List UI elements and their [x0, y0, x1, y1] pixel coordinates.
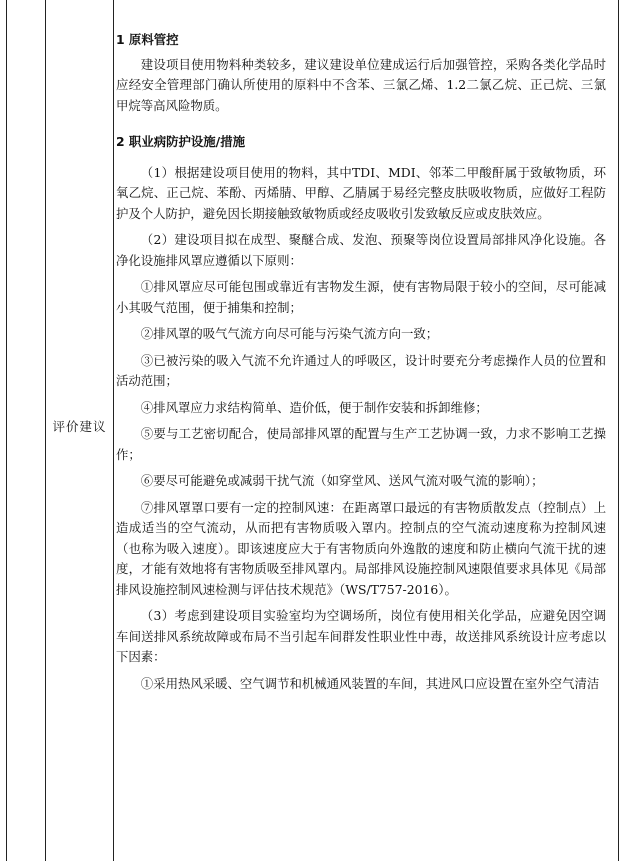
list-item: ⑥要尽可能避免或减弱干扰气流（如穿堂风、送风气流对吸气流的影响）；	[140, 473, 544, 488]
paragraph: （1）根据建设项目使用的物料，其中TDI、MDI、邻苯二甲酸酐属于致敏物质，环氧乙烷、正己烷、苯酚、丙烯腈、甲醇、乙腈属于易经完整皮肤吸收物质，应做好工程防护及个人防护，避免因长期接触致敏物质或经皮吸收引发致敏反应或皮肤效应。	[116, 164, 606, 221]
list-item: ⑦排风罩罩口要有一定的控制风速：在距离罩口最远的有害物质散发点（控制点）上造成适当的空气流动，从而把有害物质吸入罩内。控制点的空气流动速度称为控制风速（也称为吸入速度）。即该速度应大于有害物质向外逸散的速度和防止横向气流干扰的速度，才能有效地将有害物质吸至排风罩内。局部排风设施控制风速限值要求具体见《局部排风设施控制风速检测与评估技术规范》（WS/T757-2016）。	[116, 499, 606, 597]
content-cell	[116, 30, 606, 694]
section-heading-1: 1 原料管控	[116, 32, 179, 47]
list-item: ②排风罩的吸气气流方向尽可能与污染气流方向一致；	[140, 326, 439, 341]
paragraph: （3）考虑到建设项目实验室均为空调场所，岗位有使用相关化学品，应避免因空调车间送排风系统故障或布局不当引起车间群发性职业性中毒，故送排风系统设计应考虑以下因素：	[116, 608, 606, 664]
list-item: ①采用热风采暖、空气调节和机械通风装置的车间，其进风口应设置在室外空气清洁	[140, 675, 600, 691]
list-item: ③已被污染的吸入气流不允许通过人的呼吸区，设计时要充分考虑操作人员的位置和活动范围；	[116, 352, 606, 388]
row-label: 评价建议	[52, 419, 107, 434]
paragraph: （2）建设项目拟在成型、聚醚合成、发泡、预聚等岗位设置局部排风净化设施。各净化设施排风罩应遵循以下原则：	[116, 232, 606, 268]
list-item: ⑤要与工艺密切配合，使局部排风罩的配置与生产工艺协调一致，力求不影响工艺操作；	[116, 426, 606, 462]
list-item: ④排风罩应力求结构简单、造价低，便于制作安装和拆卸维修；	[140, 399, 488, 415]
table-border-right	[618, 0, 619, 861]
paragraph: 建设项目使用物料种类较多，建议建设单位建成运行后加强管控，采购各类化学品时应经安全管理部门确认所使用的原料中不含苯、三氯乙烯、1.2二氯乙烷、正己烷、三氯甲烷等高风险物质。	[116, 56, 606, 113]
list-item: ①排风罩应尽可能包围或靠近有害物发生源，使有害物局限于较小的空间，尽可能减小其吸气范围，便于捕集和控制；	[116, 279, 606, 315]
section-heading-2: 2 职业病防护设施/措施	[116, 134, 245, 149]
table-border-left	[6, 0, 7, 861]
table-divider-2	[113, 0, 114, 861]
